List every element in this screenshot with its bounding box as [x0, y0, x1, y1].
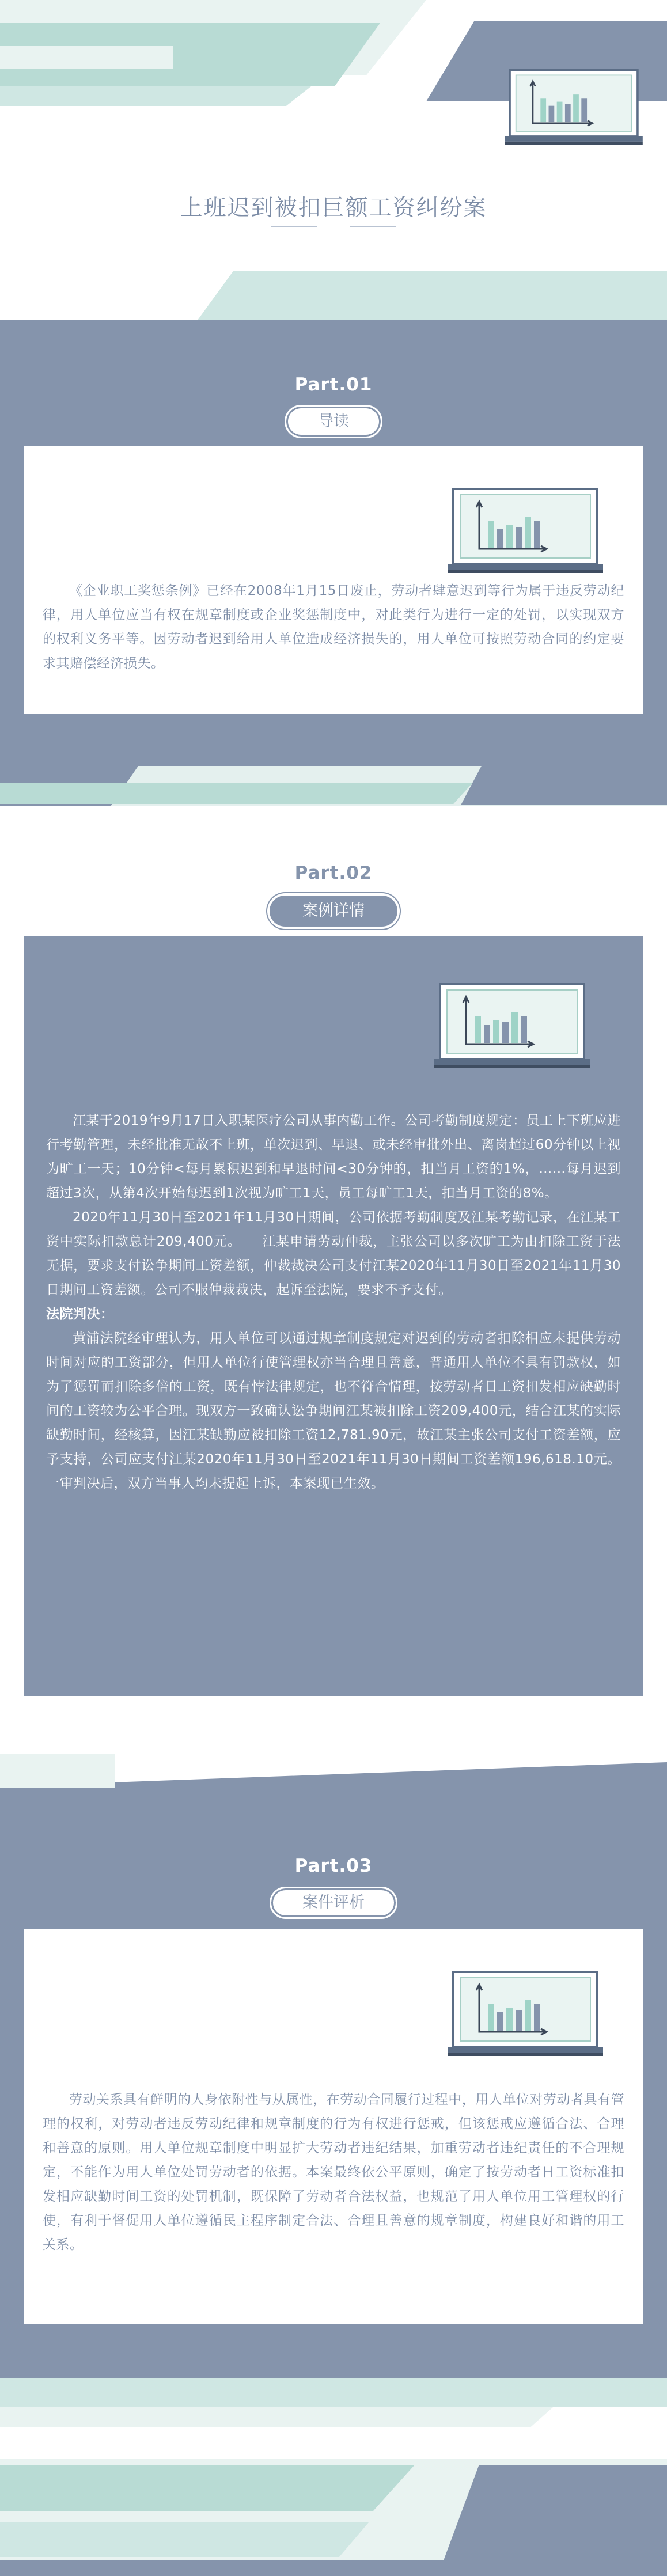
bar-chart-monitor-icon — [448, 1970, 603, 2062]
bar-chart-monitor-icon — [505, 68, 643, 150]
page-title: 上班迟到被扣巨额工资纠纷案 — [180, 195, 487, 221]
section1-top-mint — [196, 271, 667, 323]
section1-tag-pill: 导读 — [285, 405, 382, 438]
bar-chart-monitor-icon — [434, 982, 590, 1074]
header-deco-pale-strip — [0, 46, 173, 69]
section2-paragraph-2: 2020年11月30日至2021年11月30日期间，公司依据考勤制度及江某考勤记录，在江某工资中实际扣款总计209,400元。 江某申请劳动仲裁，主张公司以多次旷工为由扣除工资于法无据，要求支付讼争期间工资差额，仲裁裁决公司支付江某2020年11月30日至2021年11月30日期间工资差额。公司不服仲裁裁决，起诉至法院，要求不予支付。 — [46, 1210, 621, 1298]
section2-paragraph-1: 江某于2019年9月17日入职某医疗公司从事内勤工作。公司考勤制度规定：员工上下班应进行考勤管理，未经批准无故不上班，单次迟到、早退、或未经审批外出、离岗超过60分钟以上视为旷工一天；10分钟<每月累积迟到和早退时间<30分钟的，扣当月工资的1%，……每月迟到超过3次，从第4次开始每迟到1次视为旷工1天，员工每旷工1天，扣当月工资的8%。 — [46, 1113, 621, 1201]
footer-deco-slate-dark — [0, 2560, 667, 2576]
footer-deco-mint — [0, 2465, 415, 2511]
section3-paragraph: 劳动关系具有鲜明的人身依附性与从属性，在劳动合同履行过程中，用人单位对劳动者具有管理的权利，对劳动者违反劳动纪律和规章制度的行为有权进行惩戒，但该惩戒应遵循合法、合理和善意的原则。用人单位规章制度中明显扩大劳动者违纪结果，加重劳动者违纪责任的不合理规定，不能作为用人单位处罚劳动者的依据。本案最终依公平原则，确定了按劳动者日工资标准扣发相应缺勤时间工资的处罚机制，既保障了劳动者合法权益，也规范了用人单位用工管理权的行使，有利于督促用人单位遵循民主程序制定合法、合理且善意的规章制度，构建良好和谐的用工关系。 — [43, 2092, 624, 2252]
bar-chart-monitor-icon — [448, 487, 603, 579]
section3-part-label: Part.03 — [294, 1856, 373, 1876]
section1-text-card — [24, 446, 643, 714]
section1-bottom-mint-strip — [0, 783, 472, 804]
section2-content-panel — [24, 936, 643, 1696]
section1-bottom-slate-right — [461, 766, 667, 805]
section1-paragraph: 《企业职工奖惩条例》已经在2008年1月15日废止，劳动者肆意迟到等行为属于违反劳动纪律，用人单位应当有权在规章制度或企业奖惩制度中，对此类行为进行一定的处罚，以实现双方的权利义务平等。因劳动者迟到给用人单位造成经济损失的，用人单位可按照劳动合同的约定要求其赔偿经济损失。 — [43, 583, 624, 671]
section2-part-label: Part.02 — [294, 863, 373, 883]
section2-verdict-paragraph: 黄浦法院经审理认为，用人单位可以通过规章制度规定对迟到的劳动者扣除相应未提供劳动时间对应的工资部分，但用人单位行使管理权亦当合理且善意，普通用人单位不具有罚款权，如为了惩罚而扣除多倍的工资，既有悖法律规定，也不符合情理，按劳动者日工资扣发相应缺勤时间的工资较为公平合理。现双方一致确认讼争期间江某被扣除工资209,400元，结合江某的实际缺勤时间，经核算，因江某缺勤应被扣除工资12,781.90元，故江某主张公司支付工资差额，应予支持，公司应支付江某2020年11月30日至2021年11月30日期间工资差额196,618.10元。一审判决后，双方当事人均未提起上诉，本案现已生效。 — [46, 1331, 621, 1491]
title-underline-left — [271, 226, 317, 227]
title-underline-right — [350, 226, 396, 227]
section2-tag-pill: 案例详情 — [270, 896, 397, 927]
section2-verdict-label: 法院判决： — [46, 1307, 114, 1322]
section1-part-label: Part.01 — [294, 374, 373, 395]
section3-bottom-pale-strip — [0, 2407, 553, 2427]
header-deco-mint-lower — [0, 86, 311, 106]
footer-deco-mint-lower — [0, 2522, 369, 2557]
section3-bottom-mint — [0, 2378, 667, 2407]
section3-text-card — [24, 1929, 643, 2324]
section3-top-pale-wedge — [0, 1754, 115, 1788]
section3-tag-pill: 案件评析 — [270, 1887, 397, 1919]
